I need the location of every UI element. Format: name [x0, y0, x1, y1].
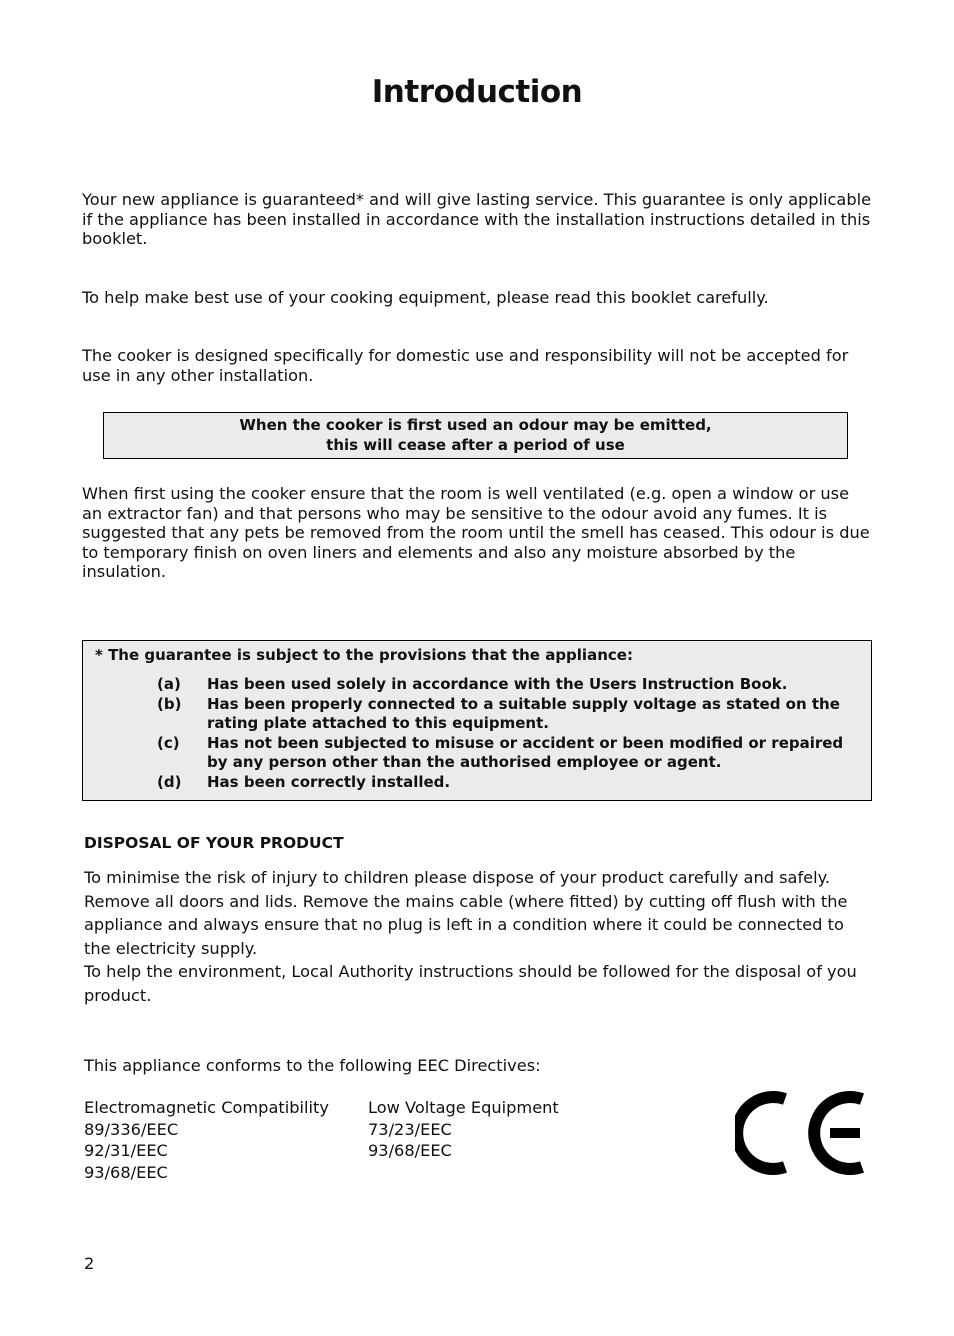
page-title: Introduction [371, 74, 583, 110]
odour-notice-box [103, 412, 848, 459]
notice-line-2: this will cease after a period of use [326, 435, 625, 454]
guarantee-conditions-list [83, 675, 871, 793]
conformity-intro: This appliance conforms to the following EEC Directives: [84, 1056, 541, 1075]
list-item [83, 695, 871, 734]
directive-code: 73/23/EEC [368, 1119, 452, 1139]
directive-code: 93/68/EEC [84, 1162, 168, 1182]
directive-code: 92/31/EEC [84, 1141, 168, 1160]
ventilation-paragraph: When first using the cooker ensure that the room is well ventilated (e.g. open a window or use an extractor fan) and that persons who may be sensitive to the odour avoid any fumes. It is suggested that any pets be removed from the room until the smell has ceased. This odour is due to temporary finish on oven liners and elements and also any moisture absorbed by the insulation. [82, 484, 870, 582]
disposal-heading: DISPOSAL OF YOUR PRODUCT [84, 834, 344, 852]
notice-line-1: When the cooker is first used an odour may be emitted, [239, 416, 712, 434]
condition-key: (b) [157, 694, 182, 713]
condition-key: (a) [157, 675, 181, 693]
directive-column-emc [84, 1097, 329, 1183]
disposal-paragraph: To minimise the risk of injury to children please dispose of your product carefully and safely. Remove all doors and lids. Remove the mains cable (where fitted) by cutting off flush with the appliance and always ensure that no plug is left in a condition where it could be connected to the electricity supply. [84, 868, 848, 958]
guarantee-heading: * The guarantee is subject to the provisions that the appliance: [95, 646, 633, 664]
list-item [83, 773, 871, 793]
directive-code: 93/68/EEC [368, 1141, 452, 1160]
directive-column-low-voltage [368, 1097, 559, 1162]
page-number: 2 [84, 1254, 95, 1273]
condition-key: (c) [157, 733, 180, 752]
condition-text: Has been properly connected to a suitable supply voltage as stated on the rating plate attached to this equipment. [207, 694, 840, 733]
directive-title: Low Voltage Equipment [368, 1098, 559, 1117]
condition-text: Has been used solely in accordance with the Users Instruction Book. [207, 675, 788, 693]
condition-text: Has been correctly installed. [207, 772, 451, 791]
directive-title: Electromagnetic Compatibility [84, 1098, 329, 1117]
ce-mark-icon [735, 1088, 865, 1178]
read-booklet-paragraph: To help make best use of your cooking equipment, please read this booklet carefully. [82, 288, 769, 307]
list-item [83, 734, 871, 773]
list-item [83, 675, 871, 695]
guarantee-intro-paragraph: Your new appliance is guaranteed* and will give lasting service. This guarantee is only applicable if the appliance has been installed in accordance with the installation instructions detailed in this booklet. [82, 190, 872, 249]
guarantee-conditions-box [82, 640, 872, 801]
condition-key: (d) [157, 772, 182, 791]
domestic-use-paragraph: The cooker is designed specifically for domestic use and responsibility will not be accepted for use in any other installation. [82, 346, 849, 385]
disposal-body [84, 866, 874, 1008]
condition-text: Has not been subjected to misuse or accident or been modified or repaired by any person other than the authorised employee or agent. [207, 733, 844, 772]
disposal-environment-paragraph: To help the environment, Local Authority instructions should be followed for the disposal of you product. [84, 962, 857, 1005]
directive-code: 89/336/EEC [84, 1119, 179, 1139]
